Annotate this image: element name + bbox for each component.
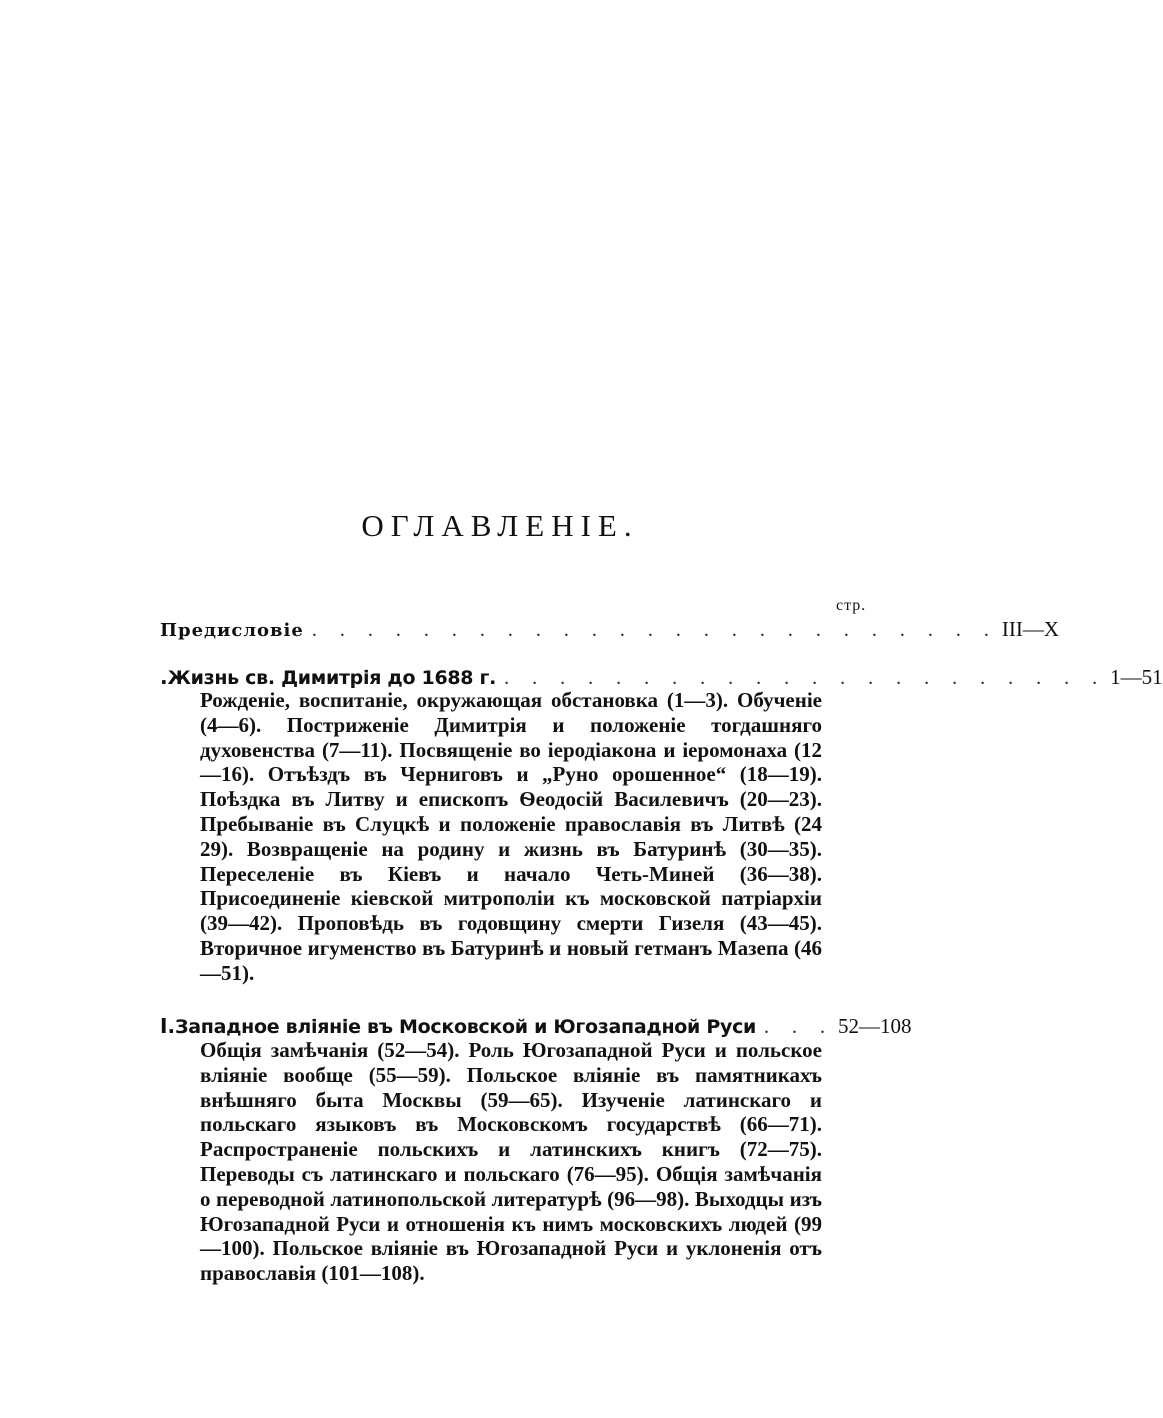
page-title: ОГЛАВЛЕНІЕ. — [361, 508, 639, 543]
entry-number: . — [160, 665, 168, 689]
entry-heading: Предисловіе — [160, 620, 304, 641]
entry-pages: III—X — [1001, 617, 1059, 641]
dot-leader: . . . . . . . . . . . . . . . . . . . . . . — [504, 667, 1107, 689]
toc-entry-preface — [160, 617, 1059, 647]
entry-pages: 52—108 — [838, 1014, 912, 1038]
dot-leader: . . . — [764, 1016, 835, 1038]
entry-heading: Западное вліяніе въ Московской и Югозападной Руси — [175, 1016, 757, 1038]
entry-number: I. — [160, 1014, 176, 1038]
entry-heading: Жизнь св. Димитрія до 1688 г. — [167, 667, 497, 689]
entry-description: Общія замѣчанія (52—54). Роль Югозападной Руси и польское вліяніе вообще (55—59). Польское вліяніе въ памятникахъ внѣшняго быта Москвы (59—65). Изученіе латинскаго и польскаго языковъ въ Московскомъ государствѣ (66—71). Распространеніе польскихъ и латинскихъ книгъ (72—75). Переводы съ латинскаго и польскаго (76—95). Общія замѣчанія о переводной латинопольской литературѣ (96—98). Выходцы изъ Югозападной Руси и отношенія къ нимъ московскихъ людей (99—100). Польское вліяніе въ Югозападной Руси и уклоненія отъ православія (101—108). — [200, 1038, 822, 1286]
pages-column-header: стр. — [836, 597, 867, 614]
dot-leader: . . . . . . . . . . . . . . . . . . . . . . . . . — [311, 619, 998, 641]
entry-pages: 1—51 — [1110, 665, 1163, 689]
entry-description: Рожденіе, воспитаніе, окружающая обстановка (1—3). Обученіе (4—6). Постриженіе Димитрія и положеніе тогдашняго духовенства (7—11). Посвященіе во іеродіакона и іеромонаха (12—16). Отъѣздъ въ Черниговъ и „Руно орошенное“ (18—19). Поѣздка въ Литву и епископъ Ѳеодосій Василевичъ (20—23). Пребываніе въ Слуцкѣ и положеніе православія въ Литвѣ (24 29). Возвращеніе на родину и жизнь въ Батуринѣ (30—35). Переселеніе въ Кіевъ и начало Четь-Миней (36—38). Присоединеніе кіевской митрополіи къ московской патріархіи (39—42). Проповѣдь въ годовщину смерти Гизеля (43—45). Вторичное игуменство въ Батуринѣ и новый гетманъ Мазепа (46—51). — [200, 688, 822, 985]
